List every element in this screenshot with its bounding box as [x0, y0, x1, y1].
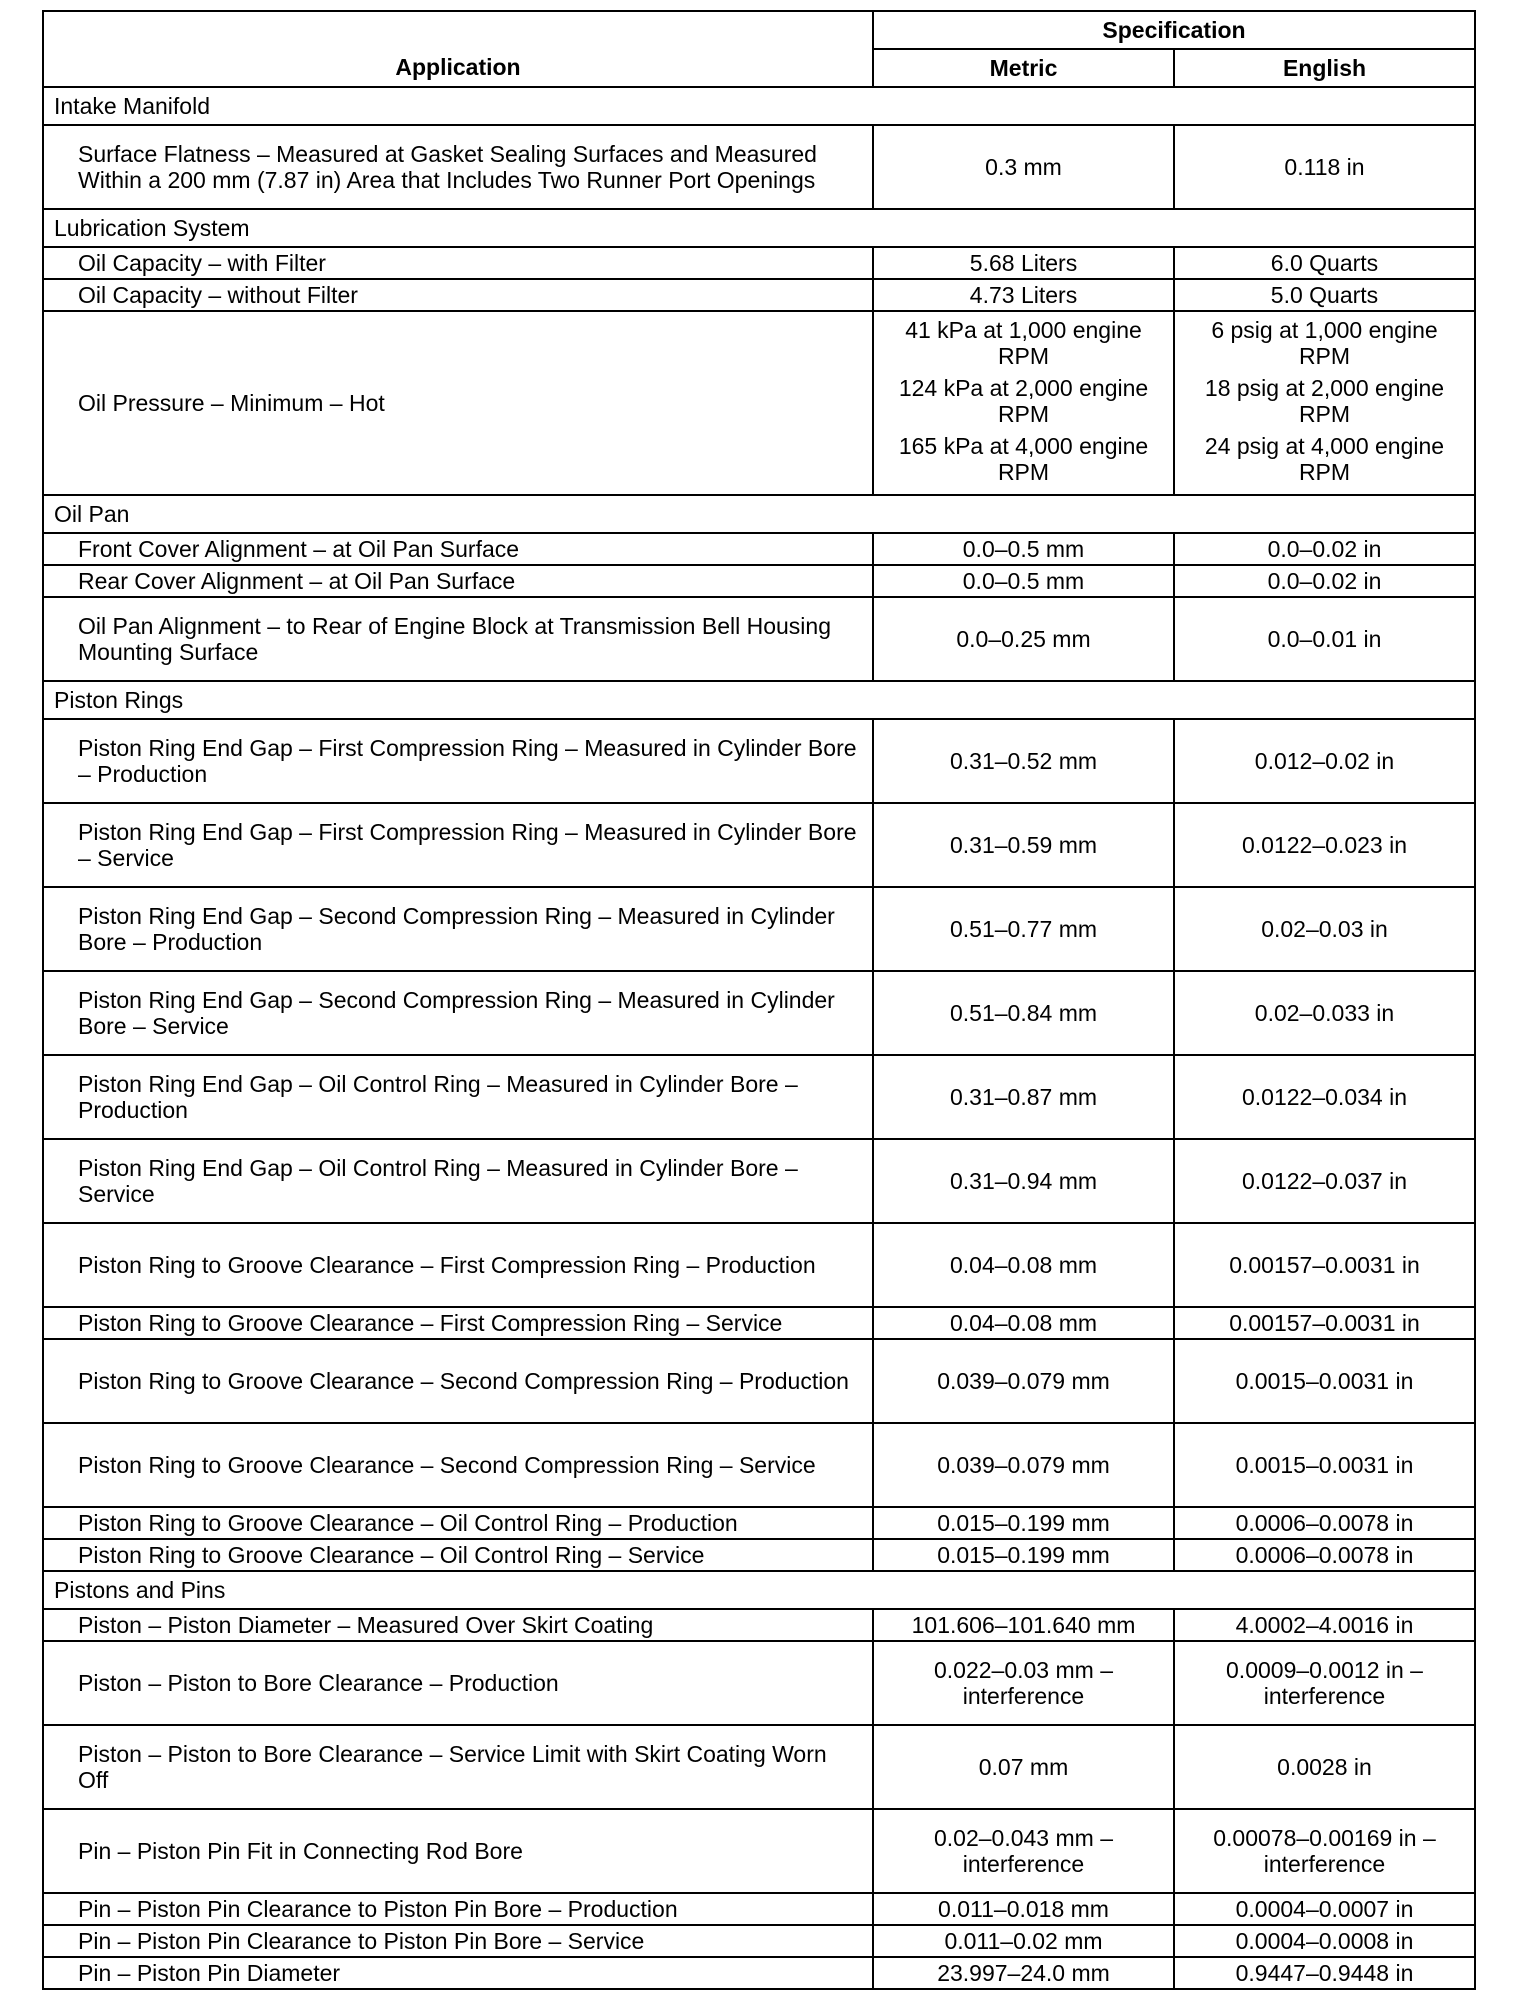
application-cell: Oil Capacity – without Filter	[43, 279, 873, 311]
english-cell: 0.0004–0.0007 in	[1174, 1893, 1475, 1925]
table-row	[43, 1957, 1475, 1989]
application-cell: Pin – Piston Pin Fit in Connecting Rod Bore	[43, 1809, 873, 1893]
table-row	[43, 887, 1475, 971]
metric-cell: 23.997–24.0 mm	[873, 1957, 1174, 1989]
table-row	[43, 1507, 1475, 1539]
metric-cell: 0.04–0.08 mm	[873, 1223, 1174, 1307]
section-row	[43, 495, 1475, 533]
english-cell: 0.9447–0.9448 in	[1174, 1957, 1475, 1989]
application-cell: Oil Pan Alignment – to Rear of Engine Block at Transmission Bell Housing Mounting Surface	[43, 597, 873, 681]
metric-cell: 5.68 Liters	[873, 247, 1174, 279]
metric-cell: 0.015–0.199 mm	[873, 1507, 1174, 1539]
metric-cell: 0.015–0.199 mm	[873, 1539, 1174, 1571]
table-row	[43, 1339, 1475, 1423]
application-cell: Piston – Piston to Bore Clearance – Production	[43, 1641, 873, 1725]
specification-header: Specification	[873, 11, 1475, 49]
application-cell: Piston Ring End Gap – Second Compression Ring – Measured in Cylinder Bore – Production	[43, 887, 873, 971]
metric-header: Metric	[873, 49, 1174, 87]
english-cell: 0.0122–0.037 in	[1174, 1139, 1475, 1223]
english-pressure-value: 24 psig at 4,000 engine RPM	[1204, 433, 1445, 485]
english-pressure-value: 18 psig at 2,000 engine RPM	[1204, 375, 1445, 427]
metric-pressure-value: 124 kPa at 2,000 engine RPM	[898, 375, 1149, 427]
metric-cell: 0.011–0.02 mm	[873, 1925, 1174, 1957]
english-cell: 0.0028 in	[1174, 1725, 1475, 1809]
table-row-oil-pressure	[43, 311, 1475, 495]
application-cell: Piston Ring End Gap – Oil Control Ring – Measured in Cylinder Bore – Service	[43, 1139, 873, 1223]
english-cell: 6.0 Quarts	[1174, 247, 1475, 279]
application-cell: Oil Pressure – Minimum – Hot	[43, 311, 873, 495]
english-cell: 0.012–0.02 in	[1174, 719, 1475, 803]
application-header: Application	[43, 11, 873, 87]
table-row	[43, 125, 1475, 209]
english-cell: 0.0015–0.0031 in	[1174, 1423, 1475, 1507]
table-row	[43, 279, 1475, 311]
application-cell: Piston Ring to Groove Clearance – First Compression Ring – Service	[43, 1307, 873, 1339]
metric-cell: 0.07 mm	[873, 1725, 1174, 1809]
table-row	[43, 533, 1475, 565]
application-cell: Piston – Piston Diameter – Measured Over Skirt Coating	[43, 1609, 873, 1641]
english-cell: 0.0–0.02 in	[1174, 565, 1475, 597]
table-row	[43, 1539, 1475, 1571]
table-row	[43, 803, 1475, 887]
section-row	[43, 681, 1475, 719]
table-row	[43, 971, 1475, 1055]
metric-cell: 0.3 mm	[873, 125, 1174, 209]
section-title: Oil Pan	[43, 495, 1475, 533]
table-row	[43, 565, 1475, 597]
english-header: English	[1174, 49, 1475, 87]
application-cell: Piston Ring to Groove Clearance – Second Compression Ring – Production	[43, 1339, 873, 1423]
application-cell: Piston Ring to Groove Clearance – First Compression Ring – Production	[43, 1223, 873, 1307]
english-cell: 0.0004–0.0008 in	[1174, 1925, 1475, 1957]
english-cell: 5.0 Quarts	[1174, 279, 1475, 311]
table-row	[43, 1893, 1475, 1925]
metric-cell: 0.0–0.25 mm	[873, 597, 1174, 681]
english-cell: 0.0–0.02 in	[1174, 533, 1475, 565]
application-cell: Pin – Piston Pin Diameter	[43, 1957, 873, 1989]
english-cell: 0.118 in	[1174, 125, 1475, 209]
english-cell	[1174, 311, 1475, 495]
english-cell: 0.02–0.033 in	[1174, 971, 1475, 1055]
metric-cell: 0.039–0.079 mm	[873, 1339, 1174, 1423]
english-cell: 0.0006–0.0078 in	[1174, 1539, 1475, 1571]
metric-cell: 0.011–0.018 mm	[873, 1893, 1174, 1925]
table-row	[43, 1223, 1475, 1307]
table-row	[43, 1809, 1475, 1893]
application-cell: Piston Ring End Gap – First Compression Ring – Measured in Cylinder Bore – Service	[43, 803, 873, 887]
metric-cell: 0.0–0.5 mm	[873, 565, 1174, 597]
table-row	[43, 1307, 1475, 1339]
metric-cell: 0.02–0.043 mm – interference	[873, 1809, 1174, 1893]
application-cell: Piston Ring to Groove Clearance – Second Compression Ring – Service	[43, 1423, 873, 1507]
english-cell: 0.0122–0.034 in	[1174, 1055, 1475, 1139]
table-row	[43, 1423, 1475, 1507]
metric-cell: 0.0–0.5 mm	[873, 533, 1174, 565]
section-row	[43, 1571, 1475, 1609]
metric-cell: 0.31–0.94 mm	[873, 1139, 1174, 1223]
section-title: Intake Manifold	[43, 87, 1475, 125]
table-row	[43, 1139, 1475, 1223]
metric-cell: 0.039–0.079 mm	[873, 1423, 1174, 1507]
metric-cell: 0.51–0.77 mm	[873, 887, 1174, 971]
english-cell: 4.0002–4.0016 in	[1174, 1609, 1475, 1641]
english-cell: 0.02–0.03 in	[1174, 887, 1475, 971]
application-cell: Piston Ring End Gap – Second Compression Ring – Measured in Cylinder Bore – Service	[43, 971, 873, 1055]
metric-cell: 0.51–0.84 mm	[873, 971, 1174, 1055]
table-row	[43, 597, 1475, 681]
english-cell: 0.00157–0.0031 in	[1174, 1307, 1475, 1339]
application-cell: Piston Ring End Gap – First Compression Ring – Measured in Cylinder Bore – Production	[43, 719, 873, 803]
application-cell: Pin – Piston Pin Clearance to Piston Pin Bore – Service	[43, 1925, 873, 1957]
english-cell: 0.0122–0.023 in	[1174, 803, 1475, 887]
specification-table	[42, 10, 1476, 1990]
metric-cell: 0.04–0.08 mm	[873, 1307, 1174, 1339]
table-row	[43, 1925, 1475, 1957]
application-cell: Pin – Piston Pin Clearance to Piston Pin Bore – Production	[43, 1893, 873, 1925]
application-cell: Front Cover Alignment – at Oil Pan Surface	[43, 533, 873, 565]
metric-cell: 4.73 Liters	[873, 279, 1174, 311]
metric-cell: 0.022–0.03 mm – interference	[873, 1641, 1174, 1725]
table-row	[43, 247, 1475, 279]
metric-cell	[873, 311, 1174, 495]
metric-cell: 0.31–0.59 mm	[873, 803, 1174, 887]
section-title: Pistons and Pins	[43, 1571, 1475, 1609]
metric-cell: 0.31–0.87 mm	[873, 1055, 1174, 1139]
metric-cell: 101.606–101.640 mm	[873, 1609, 1174, 1641]
table-row	[43, 1725, 1475, 1809]
table-body	[43, 87, 1475, 1989]
metric-pressure-value: 165 kPa at 4,000 engine RPM	[898, 433, 1149, 485]
section-row	[43, 87, 1475, 125]
metric-cell: 0.31–0.52 mm	[873, 719, 1174, 803]
application-cell: Oil Capacity – with Filter	[43, 247, 873, 279]
metric-pressure-value: 41 kPa at 1,000 engine RPM	[905, 317, 1142, 369]
english-cell: 0.00078–0.00169 in – interference	[1174, 1809, 1475, 1893]
english-cell: 0.0009–0.0012 in – interference	[1174, 1641, 1475, 1725]
english-cell: 0.0006–0.0078 in	[1174, 1507, 1475, 1539]
table-row	[43, 1055, 1475, 1139]
english-cell: 0.0–0.01 in	[1174, 597, 1475, 681]
section-title: Piston Rings	[43, 681, 1475, 719]
english-cell: 0.00157–0.0031 in	[1174, 1223, 1475, 1307]
table-row	[43, 1609, 1475, 1641]
section-row	[43, 209, 1475, 247]
table-row	[43, 1641, 1475, 1725]
application-cell: Surface Flatness – Measured at Gasket Sealing Surfaces and Measured Within a 200 mm (7.87 in) Area that Includes Two Runner Port Openings	[43, 125, 873, 209]
application-cell: Rear Cover Alignment – at Oil Pan Surface	[43, 565, 873, 597]
application-cell: Piston Ring End Gap – Oil Control Ring – Measured in Cylinder Bore – Production	[43, 1055, 873, 1139]
application-cell: Piston – Piston to Bore Clearance – Service Limit with Skirt Coating Worn Off	[43, 1725, 873, 1809]
table-row	[43, 719, 1475, 803]
section-title: Lubrication System	[43, 209, 1475, 247]
application-cell: Piston Ring to Groove Clearance – Oil Control Ring – Production	[43, 1507, 873, 1539]
english-cell: 0.0015–0.0031 in	[1174, 1339, 1475, 1423]
english-pressure-value: 6 psig at 1,000 engine RPM	[1211, 317, 1438, 369]
application-cell: Piston Ring to Groove Clearance – Oil Control Ring – Service	[43, 1539, 873, 1571]
